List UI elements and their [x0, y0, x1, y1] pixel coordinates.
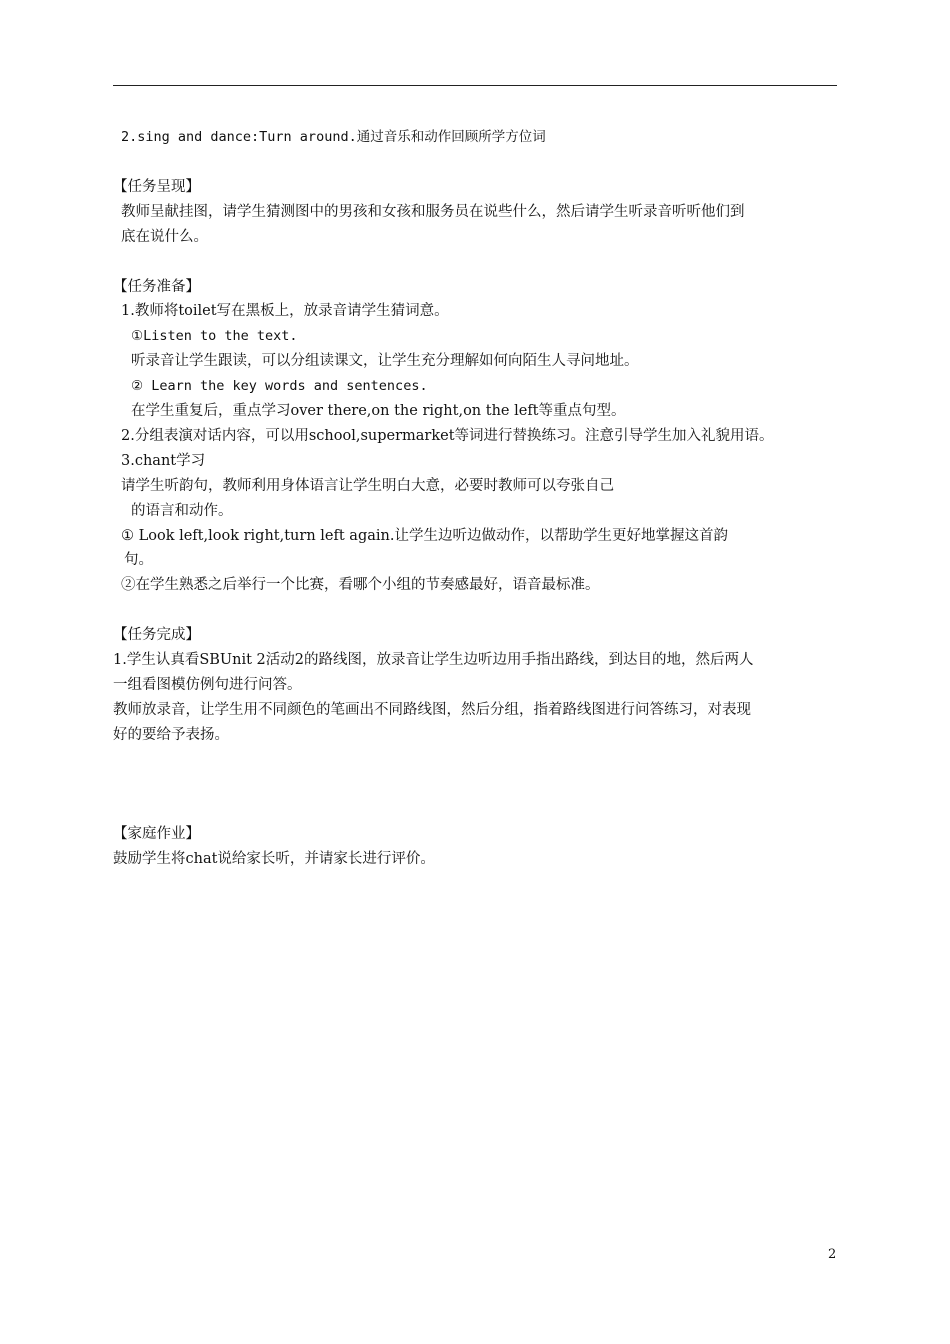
section-heading-task-completion: 【任务完成】: [113, 627, 200, 643]
homework-line: 鼓励学生将chat说给家长听，并请家长进行评价。: [113, 851, 435, 867]
preparation-chant-competition: ②在学生熟悉之后举行一个比赛，看哪个小组的节奏感最好，语音最标准。: [121, 577, 600, 593]
preparation-step-2: 2.分组表演对话内容，可以用school,supermarket等词进行替换练习。注意引导学生加入礼貌用语。: [121, 428, 774, 444]
completion-line-4: 好的要给予表扬。: [113, 727, 229, 743]
completion-line-2: 一组看图模仿例句进行问答。: [113, 677, 302, 693]
preparation-chant-detail-2: 的语言和动作。: [131, 503, 233, 519]
preparation-listen-detail: 听录音让学生跟读，可以分组读课文，让学生充分理解如何向陌生人寻问地址。: [131, 353, 639, 369]
preparation-chant-detail-1: 请学生听韵句，教师利用身体语言让学生明白大意，必要时教师可以夸张自己: [121, 478, 614, 494]
preparation-learn-key-words: ② Learn the key words and sentences.: [131, 378, 428, 394]
preparation-chant-action-1: ① Look left,look right,turn left again.让学生边听边做动作，以帮助学生更好地掌握这首韵: [121, 528, 728, 544]
preparation-listen-text: ①Listen to the text.: [131, 328, 298, 344]
completion-line-3: 教师放录音，让学生用不同颜色的笔画出不同路线图，然后分组，指着路线图进行问答练习，对表现: [113, 702, 751, 718]
section-heading-task-preparation: 【任务准备】: [113, 279, 200, 295]
preparation-chant-action-2: 句。: [124, 552, 153, 568]
section-heading-homework: 【家庭作业】: [113, 826, 200, 842]
task-presentation-line-2: 底在说什么。: [121, 229, 208, 245]
preparation-step-1: 1.教师将toilet写在黑板上，放录音请学生猜词意。: [121, 303, 449, 319]
preparation-key-sentences-detail: 在学生重复后，重点学习over there,on the right,on the left等重点句型。: [131, 403, 626, 419]
section-heading-task-presentation: 【任务呈现】: [113, 179, 200, 195]
warmup-sing-dance-line: 2.sing and dance:Turn around.通过音乐和动作回顾所学方位词: [121, 129, 546, 145]
page-number: 2: [828, 1247, 837, 1262]
completion-line-1: 1.学生认真看SBUnit 2活动2的路线图，放录音让学生边听边用手指出路线，到达目的地，然后两人: [113, 652, 754, 668]
task-presentation-line-1: 教师呈献挂图，请学生猜测图中的男孩和女孩和服务员在说些什么，然后请学生听录音听听他们到: [121, 204, 745, 220]
header-rule: [113, 85, 837, 86]
preparation-step-3: 3.chant学习: [121, 453, 206, 469]
